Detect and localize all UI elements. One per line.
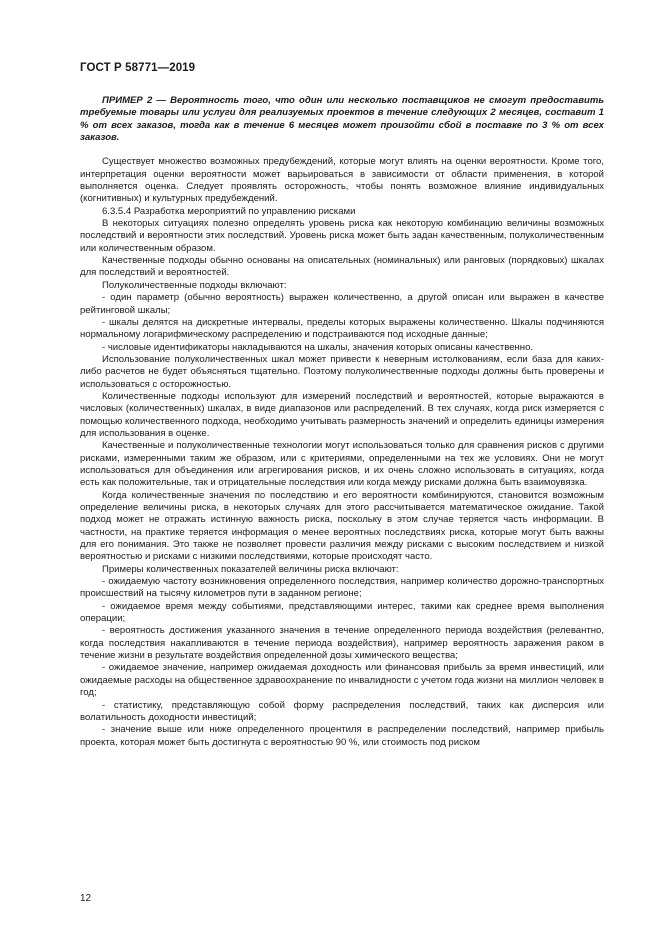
paragraph: Полуколичественные подходы включают: [102, 279, 287, 291]
paragraph: В некоторых ситуациях полезно определять уровень риска как некоторую комбинацию величины возможных последствий и вероятности этих последствий. Уровень риска может быть задан качественным, полуколичественным или количественным образом. [80, 218, 604, 254]
section-heading: 6.3.5.4 Разработка мероприятий по управлению рисками [102, 205, 356, 217]
paragraph: Когда количественные значения по последствию и его вероятности комбинируются, становится возможным определение величины риска, в некоторых случаях для этого рассчитывается математическое ожидание. Такой подход может не отражать истинную важность риска, поскольку в этом случае теряется часть информации. В частности, на практике теряется информация о менее вероятных последствиях риска, которые могут быть важны для его понимания. Это также не позволяет провести различия между рисками с высоким последствием и низкой вероятностью и рисками с низкими последствиями, которые происходят часто. [80, 489, 604, 563]
list-item: - шкалы делятся на дискретные интервалы, пределы которых выражены количественно. Шкалы подчиняются нормальному логарифмическому распределению и подстраиваются под исходные данные; [80, 316, 604, 341]
list-item: - ожидаемое значение, например ожидаемая доходность или финансовая прибыль за время инвестиций, или ожидаемые расходы на общественное здравоохранение по инвалидности с учетом года жизни на миллион человек в год; [80, 662, 604, 699]
list-item: - значение выше или ниже определенного процентиля в распределении последствий, например прибыль проекта, которая может быть достигнута с вероятностью 90 %, или стоимость под риском [80, 724, 604, 748]
paragraph: Количественные подходы используют для измерений последствий и вероятностей, которые выражаются в числовых (количественных) шкалах, в виде диапазонов или распределений. В тех случаях, когда риск измеряется с помощью количественного подхода, необходимо учитывать размерность значений и определить единицы измерения для использования в оценке. [80, 390, 604, 439]
example-note: ПРИМЕР 2 — Вероятность того, что один или несколько поставщиков не смогут предоставить требуемые товары или услуги для реализуемых проектов в течение следующих 2 месяцев, составит 1 % от всех заказов, тогда как в течение 6 месяцев может произойти сбой в поставке по 3 % от всех заказов. [80, 95, 604, 144]
paragraph: Качественные и полуколичественные технологии могут использоваться только для сравнения рисков с другими рисками, измеренными таким же образом, или с критериями, определенными на тех же условиях. Они не могут использоваться для объединения или агрегирования рисков, и их очень сложно использовать в ситуациях, когда есть как положительные, так и отрицательные последствия или когда между рисками должна быть взаимоувязка. [80, 440, 604, 489]
list-item: - ожидаемую частоту возникновения определенного последствия, например количество дорожно-транспортных происшествий на тысячу километров пути в заданном регионе; [80, 576, 604, 600]
list-item: - вероятность достижения указанного значения в течение определенного периода воздействия (релевантно, когда последствия накапливаются в течение периода воздействия), например вероятность заражения раком в течение жизни в результате воздействия определенной дозы химического вещества; [80, 625, 604, 662]
paragraph: Существует множество возможных предубеждений, которые могут влиять на оценки вероятности. Кроме того, интерпретация оценки вероятности может варьироваться в зависимости от области применения, в которой выполняется оценка. Следует проявлять осторожность, чтобы понять возможное влияние индивидуальных (когнитивных) и культурных предубеждений. [80, 156, 604, 205]
list-item: - один параметр (обычно вероятность) выражен количественно, а другой описан или выражен в качестве рейтинговой шкалы; [80, 292, 604, 316]
document-header: ГОСТ Р 58771—2019 [80, 62, 196, 74]
list-item: - числовые идентификаторы накладываются на шкалы, значения которых описаны качественно. [102, 341, 534, 353]
paragraph: Примеры количественных показателей величины риска включают: [102, 563, 399, 575]
list-item: - ожидаемое время между событиями, представляющими интерес, такими как среднее время выполнения операции; [80, 600, 604, 625]
document-body [80, 95, 604, 749]
paragraph: Качественные подходы обычно основаны на описательных (номинальных) или ранговых (порядковых) шкалах для последствий и вероятностей. [80, 255, 604, 279]
paragraph: Использование полуколичественных шкал может привести к неверным истолкованиям, если база для каких-либо расчетов не будет объясняться тщательно. Поэтому полуколичественные подходы должны быть проверены и использоваться с осторожностью. [80, 353, 604, 390]
list-item: - статистику, представляющую собой форму распределения последствий, таких как дисперсия или волатильность доходности инвестиций; [80, 699, 604, 723]
page-number: 12 [80, 893, 92, 904]
